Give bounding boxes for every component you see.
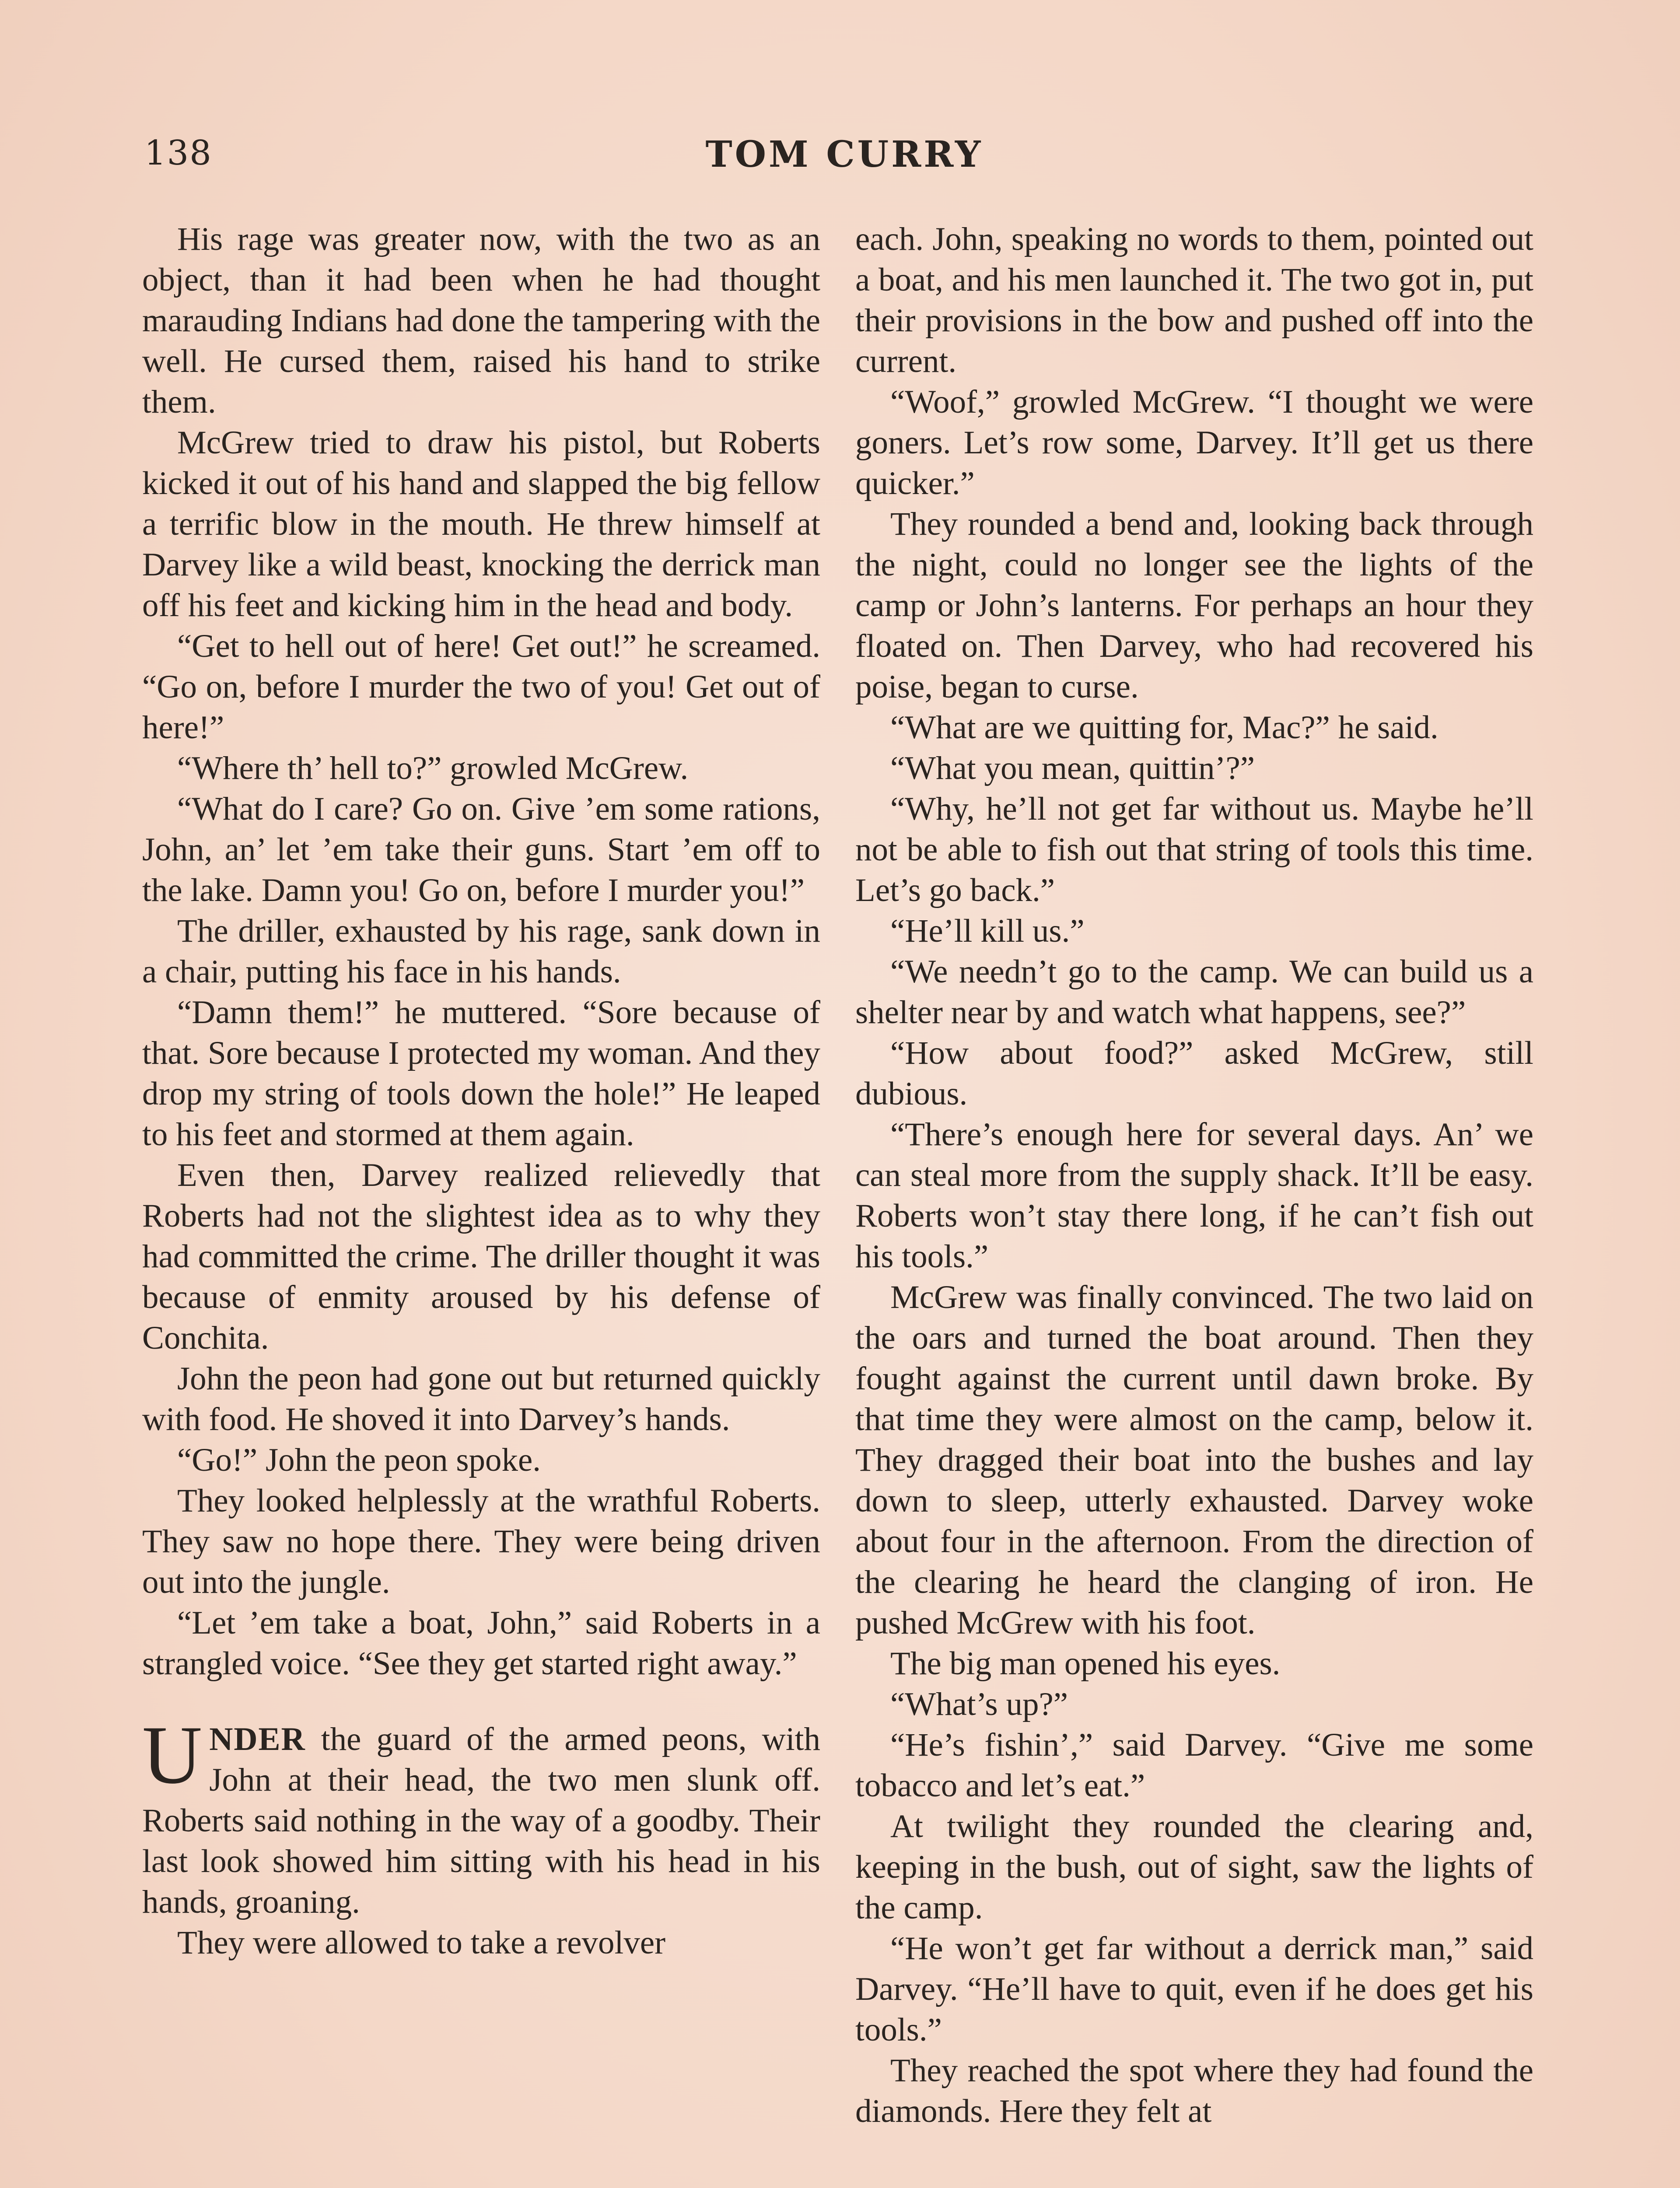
paragraph: “Damn them!” he muttered. “Sore because of that. Sore because I protected my woman. And they drop my string of tools down the hole!” He leaped to his feet and stormed at them again. [142, 994, 820, 1153]
left-column [142, 219, 820, 1963]
paragraph: “Get to hell out of here! Get out!” he screamed. “Go on, before I murder the two of you! Get out of here!” [142, 628, 820, 746]
paragraph: McGrew was finally convinced. The two laid on the oars and turned the boat around. Then they fought against the current until dawn broke. By that time they were almost on the camp, below it. They dragged their boat into the bushes and lay down to sleep, utterly exhausted. Darvey woke about four in the afternoon. From the direction of the clearing he heard the clanging of iron. He pushed McGrew with his foot. [855, 1279, 1533, 1641]
paragraph: “Where th’ hell to?” growled McGrew. [177, 750, 689, 786]
running-title: TOM CURRY [705, 133, 984, 175]
paragraph: “How about food?” asked McGrew, still dubious. [855, 1035, 1533, 1112]
paragraph: “What’s up?” [890, 1686, 1068, 1722]
paragraph: “What you mean, quittin’?” [890, 750, 1255, 786]
paragraph: “Go!” John the peon spoke. [177, 1442, 541, 1478]
paragraph: His rage was greater now, with the two as an object, than it had been when he had thought marauding Indians had done the tampering with the well. He cursed them, raised his hand to strike them. [142, 221, 820, 420]
right-column [855, 219, 1533, 2132]
paragraph: “What are we quitting for, Mac?” he said. [890, 709, 1438, 746]
paragraph: The driller, exhausted by his rage, sank down in a chair, putting his face in his hands. [142, 913, 820, 990]
paragraph: “Let ’em take a boat, John,” said Roberts in a strangled voice. “See they get started right away.” [142, 1605, 820, 1682]
paragraph: They reached the spot where they had found the diamonds. Here they felt at [855, 2052, 1533, 2129]
paragraph: Even then, Darvey realized relievedly that Roberts had not the slightest idea as to why they had committed the crime. The driller thought it was because of enmity aroused by his defense of Conchita. [142, 1157, 820, 1356]
paragraph: “He’ll kill us.” [890, 913, 1085, 949]
page-header [144, 133, 1544, 182]
paragraph: The big man opened his eyes. [890, 1645, 1281, 1682]
small-caps-lead: NDER [209, 1721, 306, 1757]
paragraph: McGrew tried to draw his pistol, but Roberts kicked it out of his hand and slapped the big fellow a terrific blow in the mouth. He threw himself at Darvey like a wild beast, knocking the derrick man off his feet and kicking him in the head and body. [142, 424, 820, 624]
paragraph: “There’s enough here for several days. An’ we can steal more from the supply shack. It’ll be easy. Roberts won’t stay there long, if he can’t fish out his tools.” [855, 1116, 1533, 1275]
paragraph: They looked helplessly at the wrathful Roberts. They saw no hope there. They were being driven out into the jungle. [142, 1483, 820, 1600]
continued-paragraph: each. John, speaking no words to them, pointed out a boat, and his men launched it. The two got in, put their provisions in the bow and pushed off into the current. [855, 221, 1533, 379]
paragraph: “What do I care? Go on. Give ’em some rations, John, an’ let ’em take their guns. Start ’em off to the lake. Damn you! Go on, before I murder you!” [142, 791, 820, 908]
paragraph: “Why, he’ll not get far without us. Maybe he’ll not be able to fish out that string of tools this time. Let’s go back.” [855, 791, 1533, 908]
paragraph: “He won’t get far without a derrick man,” said Darvey. “He’ll have to quit, even if he does get his tools.” [855, 1930, 1533, 2048]
paragraph: They were allowed to take a revolver [177, 1925, 666, 1961]
paragraph: John the peon had gone out but returned quickly with food. He shoved it into Darvey’s hands. [142, 1360, 820, 1438]
page-number: 138 [144, 133, 212, 173]
paragraph: “He’s fishin’,” said Darvey. “Give me some tobacco and let’s eat.” [855, 1727, 1533, 1804]
paragraph: At twilight they rounded the clearing and, keeping in the bush, out of sight, saw the lights of the camp. [855, 1808, 1533, 1926]
paragraph: “Woof,” growled McGrew. “I thought we were goners. Let’s row some, Darvey. It’ll get us there quicker.” [855, 384, 1533, 501]
drop-cap: U [142, 1709, 203, 1801]
paragraph: “We needn’t go to the camp. We can build us a shelter near by and watch what happens, see?” [855, 954, 1533, 1031]
paragraph: They rounded a bend and, looking back through the night, could no longer see the lights of the camp or John’s lanterns. For perhaps an hour they floated on. Then Darvey, who had recovered his poise, began to curse. [855, 506, 1533, 705]
section-break-paragraph [142, 1709, 820, 1922]
section-break-text: the guard of the armed peons, with John at their head, the two men slunk off. Roberts said nothing in the way of a goodby. Their last look showed him sitting with his head in his hands, groaning. [142, 1721, 820, 1920]
